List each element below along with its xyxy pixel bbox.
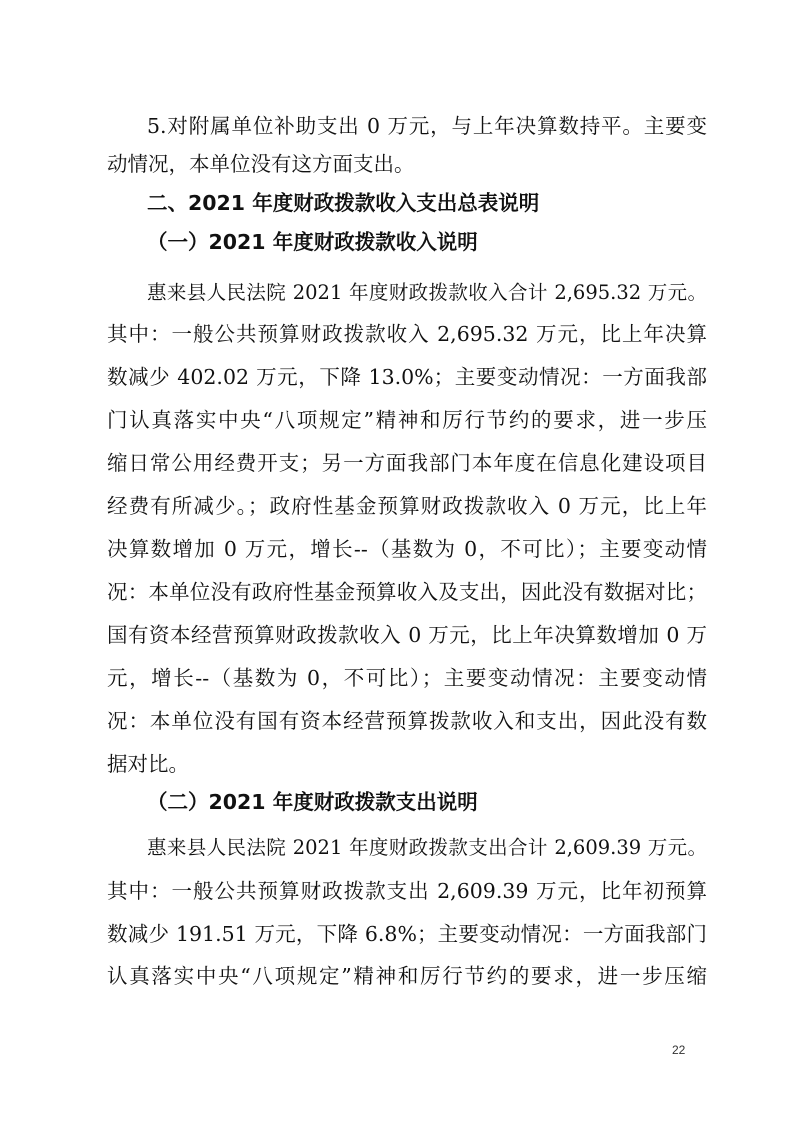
subsection-heading: （二）2021 年度财政拨款支出说明 — [147, 790, 478, 814]
body-text-line: 认真落实中央“八项规定”精神和厉行节约的要求，进一步压缩 — [107, 964, 707, 988]
body-text-line: 况：本单位没有政府性基金预算收入及支出，因此没有数据对比； — [107, 580, 707, 604]
body-text-line: 据对比。 — [107, 752, 189, 776]
body-text-line: 惠来县人民法院 2021 年度财政拨款收入合计 2,695.32 万元。 — [147, 281, 707, 304]
body-text-line: 动情况，本单位没有这方面支出。 — [107, 152, 415, 176]
body-text-line: 其中：一般公共预算财政拨款收入 2,695.32 万元，比上年决算 — [107, 322, 707, 346]
body-text-line: 缩日常公用经费开支；另一方面我部门本年度在信息化建设项目 — [107, 451, 707, 475]
body-text-line: 数减少 191.51 万元，下降 6.8%；主要变动情况：一方面我部门 — [107, 922, 707, 946]
body-text-line: 5.对附属单位补助支出 0 万元，与上年决算数持平。主要变 — [147, 114, 707, 138]
body-text-line: 况：本单位没有国有资本经营预算拨款收入和支出，因此没有数 — [107, 709, 707, 733]
body-text-line: 门认真落实中央“八项规定”精神和厉行节约的要求，进一步压 — [107, 408, 707, 432]
body-text-line: 数减少 402.02 万元，下降 13.0%；主要变动情况：一方面我部 — [107, 365, 707, 389]
subsection-heading: （一）2021 年度财政拨款收入说明 — [147, 230, 478, 254]
page-number: 22 — [672, 1043, 686, 1057]
body-text-line: 决算数增加 0 万元，增长--（基数为 0，不可比）；主要变动情 — [107, 537, 707, 561]
body-text-line: 其中：一般公共预算财政拨款支出 2,609.39 万元，比年初预算 — [107, 879, 707, 903]
body-text-line: 经费有所减少。；政府性基金预算财政拨款收入 0 万元，比上年 — [107, 494, 707, 518]
body-text-line: 元，增长--（基数为 0，不可比）；主要变动情况：主要变动情 — [107, 666, 707, 690]
body-text-line: 惠来县人民法院 2021 年度财政拨款支出合计 2,609.39 万元。 — [147, 836, 707, 859]
section-heading: 二、2021 年度财政拨款收入支出总表说明 — [147, 191, 540, 215]
body-text-line: 国有资本经营预算财政拨款收入 0 万元，比上年决算数增加 0 万 — [107, 623, 707, 647]
